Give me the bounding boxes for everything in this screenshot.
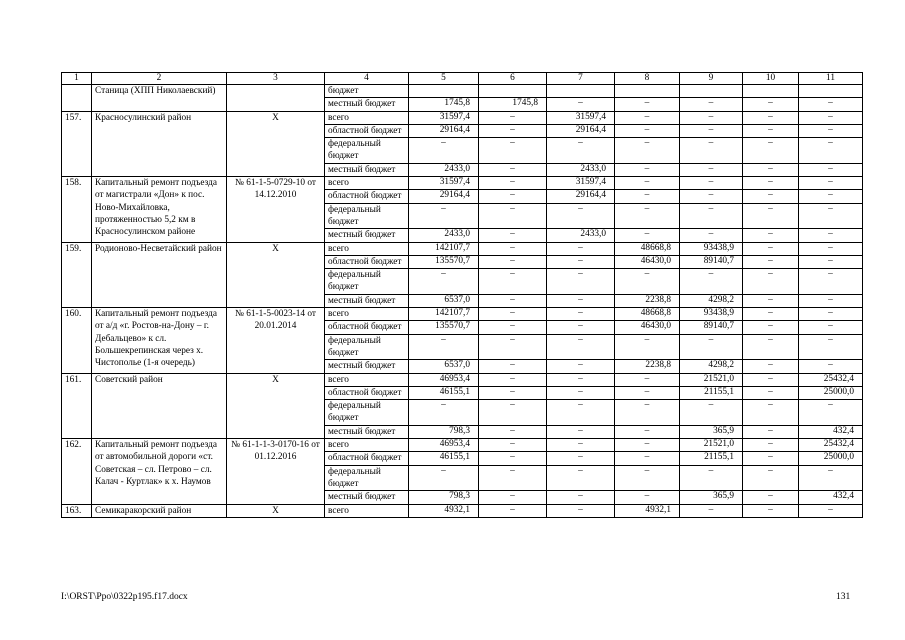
budget-source: всего bbox=[325, 373, 409, 386]
amount-cell: – bbox=[479, 177, 547, 190]
amount-cell: – bbox=[799, 98, 863, 111]
amount-cell: 2433,0 bbox=[409, 163, 479, 176]
column-header: 1 bbox=[62, 73, 92, 85]
table-row bbox=[62, 439, 863, 452]
amount-cell: – bbox=[479, 373, 547, 386]
amount-cell: 2433,0 bbox=[409, 229, 479, 242]
amount-cell: 48668,8 bbox=[615, 242, 680, 255]
amount-cell: – bbox=[615, 452, 680, 465]
amount-cell: – bbox=[479, 439, 547, 452]
amount-cell: – bbox=[547, 321, 615, 334]
amount-cell: – bbox=[479, 203, 547, 229]
amount-cell: – bbox=[547, 465, 615, 491]
amount-cell: – bbox=[680, 190, 743, 203]
amount-cell: – bbox=[680, 269, 743, 295]
amount-cell: – bbox=[799, 465, 863, 491]
amount-cell: 25000,0 bbox=[799, 452, 863, 465]
amount-cell: – bbox=[680, 465, 743, 491]
table-row bbox=[62, 242, 863, 255]
amount-cell: – bbox=[743, 425, 799, 438]
amount-cell: 2433,0 bbox=[547, 163, 615, 176]
amount-cell: – bbox=[409, 400, 479, 426]
amount-cell: – bbox=[799, 321, 863, 334]
budget-source: федеральный бюджет bbox=[325, 138, 409, 164]
amount-cell: – bbox=[743, 504, 799, 517]
amount-cell: – bbox=[743, 255, 799, 268]
amount-cell: – bbox=[479, 138, 547, 164]
amount-cell: – bbox=[799, 308, 863, 321]
amount-cell: – bbox=[547, 294, 615, 307]
table-body bbox=[62, 73, 863, 518]
amount-cell: 4298,2 bbox=[680, 294, 743, 307]
amount-cell: – bbox=[743, 229, 799, 242]
amount-cell: – bbox=[799, 360, 863, 373]
document-number bbox=[227, 85, 325, 112]
amount-cell: – bbox=[547, 269, 615, 295]
amount-cell: – bbox=[615, 334, 680, 360]
amount-cell: 29164,4 bbox=[547, 190, 615, 203]
amount-cell: – bbox=[680, 504, 743, 517]
budget-source: федеральный бюджет bbox=[325, 203, 409, 229]
header-row bbox=[62, 73, 863, 85]
amount-cell: – bbox=[743, 360, 799, 373]
row-number: 157. bbox=[62, 111, 92, 176]
budget-source: всего bbox=[325, 504, 409, 517]
amount-cell: – bbox=[479, 269, 547, 295]
amount-cell: – bbox=[680, 229, 743, 242]
document-number: X bbox=[227, 111, 325, 176]
column-header: 10 bbox=[743, 73, 799, 85]
budget-source: областной бюджет bbox=[325, 386, 409, 399]
budget-source: местный бюджет bbox=[325, 163, 409, 176]
budget-source: местный бюджет bbox=[325, 294, 409, 307]
budget-source: федеральный бюджет bbox=[325, 269, 409, 295]
document-number: X bbox=[227, 242, 325, 307]
amount-cell: – bbox=[615, 229, 680, 242]
column-header: 3 bbox=[227, 73, 325, 85]
amount-cell: – bbox=[547, 203, 615, 229]
column-header: 4 bbox=[325, 73, 409, 85]
amount-cell: – bbox=[680, 400, 743, 426]
amount-cell: – bbox=[615, 124, 680, 137]
amount-cell: 1745,8 bbox=[479, 98, 547, 111]
amount-cell: 2433,0 bbox=[547, 229, 615, 242]
amount-cell: 2238,8 bbox=[615, 294, 680, 307]
amount-cell: 21155,1 bbox=[680, 452, 743, 465]
amount-cell: – bbox=[743, 491, 799, 504]
amount-cell: 432,4 bbox=[799, 491, 863, 504]
column-header: 7 bbox=[547, 73, 615, 85]
row-number: 160. bbox=[62, 308, 92, 373]
amount-cell: – bbox=[615, 425, 680, 438]
table-row bbox=[62, 308, 863, 321]
amount-cell: 2238,8 bbox=[615, 360, 680, 373]
amount-cell: 93438,9 bbox=[680, 308, 743, 321]
amount-cell: – bbox=[547, 386, 615, 399]
amount-cell: – bbox=[799, 294, 863, 307]
amount-cell: – bbox=[409, 269, 479, 295]
amount-cell: – bbox=[743, 124, 799, 137]
amount-cell: – bbox=[743, 321, 799, 334]
amount-cell: 29164,4 bbox=[547, 124, 615, 137]
amount-cell: – bbox=[680, 163, 743, 176]
object-name: Станица (ХПП Николаевский) bbox=[92, 85, 227, 112]
budget-source: федеральный бюджет bbox=[325, 465, 409, 491]
amount-cell: – bbox=[743, 308, 799, 321]
row-number: 159. bbox=[62, 242, 92, 307]
amount-cell: – bbox=[615, 439, 680, 452]
amount-cell: – bbox=[479, 386, 547, 399]
amount-cell: – bbox=[547, 439, 615, 452]
amount-cell: – bbox=[409, 334, 479, 360]
amount-cell: – bbox=[743, 111, 799, 124]
object-name: Семикаракорский район bbox=[92, 504, 227, 517]
amount-cell: 25432,4 bbox=[799, 439, 863, 452]
amount-cell: – bbox=[743, 177, 799, 190]
amount-cell: – bbox=[479, 321, 547, 334]
amount-cell: 89140,7 bbox=[680, 255, 743, 268]
amount-cell: 31597,4 bbox=[409, 177, 479, 190]
amount-cell: – bbox=[479, 124, 547, 137]
amount-cell: – bbox=[615, 111, 680, 124]
amount-cell bbox=[615, 85, 680, 98]
amount-cell: 4932,1 bbox=[409, 504, 479, 517]
amount-cell: – bbox=[799, 255, 863, 268]
amount-cell: 432,4 bbox=[799, 425, 863, 438]
amount-cell: – bbox=[479, 242, 547, 255]
amount-cell: – bbox=[799, 138, 863, 164]
amount-cell: 31597,4 bbox=[547, 111, 615, 124]
budget-source: местный бюджет bbox=[325, 98, 409, 111]
amount-cell: – bbox=[479, 504, 547, 517]
amount-cell: 365,9 bbox=[680, 491, 743, 504]
table-row bbox=[62, 111, 863, 124]
amount-cell: 46155,1 bbox=[409, 386, 479, 399]
document-number: № 61-1-5-0023-14 от 20.01.2014 bbox=[227, 308, 325, 373]
amount-cell: – bbox=[547, 452, 615, 465]
budget-source: областной бюджет bbox=[325, 255, 409, 268]
amount-cell: – bbox=[409, 203, 479, 229]
budget-source: всего bbox=[325, 308, 409, 321]
table-row bbox=[62, 85, 863, 98]
amount-cell: – bbox=[479, 400, 547, 426]
row-number: 163. bbox=[62, 504, 92, 517]
amount-cell: 46953,4 bbox=[409, 439, 479, 452]
amount-cell: – bbox=[799, 242, 863, 255]
amount-cell: – bbox=[615, 203, 680, 229]
amount-cell: – bbox=[743, 452, 799, 465]
amount-cell: 142107,7 bbox=[409, 308, 479, 321]
column-header: 11 bbox=[799, 73, 863, 85]
amount-cell: – bbox=[479, 229, 547, 242]
amount-cell: – bbox=[799, 229, 863, 242]
amount-cell: 89140,7 bbox=[680, 321, 743, 334]
amount-cell: – bbox=[615, 400, 680, 426]
budget-source: местный бюджет bbox=[325, 491, 409, 504]
amount-cell: 21155,1 bbox=[680, 386, 743, 399]
footer-file-path: I:\ORST\Ppo\0322p195.f17.docx bbox=[61, 592, 188, 602]
budget-source: федеральный бюджет bbox=[325, 334, 409, 360]
amount-cell: – bbox=[680, 124, 743, 137]
table-row bbox=[62, 373, 863, 386]
budget-source: всего bbox=[325, 242, 409, 255]
amount-cell: 31597,4 bbox=[547, 177, 615, 190]
amount-cell: 6537,0 bbox=[409, 294, 479, 307]
document-number: X bbox=[227, 373, 325, 438]
amount-cell: – bbox=[799, 111, 863, 124]
amount-cell: – bbox=[615, 465, 680, 491]
amount-cell bbox=[409, 85, 479, 98]
amount-cell: – bbox=[615, 386, 680, 399]
amount-cell: 29164,4 bbox=[409, 190, 479, 203]
amount-cell bbox=[799, 85, 863, 98]
amount-cell: – bbox=[680, 98, 743, 111]
amount-cell: 1745,8 bbox=[409, 98, 479, 111]
amount-cell: – bbox=[743, 386, 799, 399]
amount-cell: 4932,1 bbox=[615, 504, 680, 517]
amount-cell: – bbox=[547, 98, 615, 111]
column-header: 9 bbox=[680, 73, 743, 85]
amount-cell: – bbox=[615, 269, 680, 295]
amount-cell: – bbox=[547, 504, 615, 517]
amount-cell: 798,3 bbox=[409, 425, 479, 438]
document-number: № 61-1-1-3-0170-16 от 01.12.2016 bbox=[227, 439, 325, 504]
amount-cell: – bbox=[479, 308, 547, 321]
amount-cell: – bbox=[615, 163, 680, 176]
budget-table bbox=[61, 72, 863, 518]
row-number bbox=[62, 85, 92, 112]
amount-cell: – bbox=[479, 111, 547, 124]
amount-cell bbox=[547, 85, 615, 98]
object-name: Капитальный ремонт подъезда от автомобильной дороги «ст. Советская – сл. Петрово – сл. Калач - Куртлак» к х. Наумов bbox=[92, 439, 227, 504]
amount-cell: – bbox=[479, 465, 547, 491]
column-header: 5 bbox=[409, 73, 479, 85]
amount-cell: – bbox=[547, 400, 615, 426]
amount-cell: – bbox=[799, 163, 863, 176]
amount-cell: – bbox=[743, 138, 799, 164]
amount-cell: 25432,4 bbox=[799, 373, 863, 386]
amount-cell: – bbox=[680, 203, 743, 229]
row-number: 161. bbox=[62, 373, 92, 438]
amount-cell: 135570,7 bbox=[409, 255, 479, 268]
amount-cell: – bbox=[680, 111, 743, 124]
amount-cell: – bbox=[547, 255, 615, 268]
amount-cell: – bbox=[547, 360, 615, 373]
amount-cell: – bbox=[743, 269, 799, 295]
document-number: № 61-1-5-0729-10 от 14.12.2010 bbox=[227, 177, 325, 242]
object-name: Советский район bbox=[92, 373, 227, 438]
amount-cell: – bbox=[743, 400, 799, 426]
amount-cell: – bbox=[479, 452, 547, 465]
amount-cell: 29164,4 bbox=[409, 124, 479, 137]
amount-cell: 21521,0 bbox=[680, 373, 743, 386]
amount-cell: – bbox=[799, 177, 863, 190]
table-row bbox=[62, 177, 863, 190]
object-name: Капитальный ремонт подъезда от магистрали «Дон» к пос. Ново-Михайловка, протяженностью 5,2 км в Красносулинском районе bbox=[92, 177, 227, 242]
amount-cell: – bbox=[799, 334, 863, 360]
amount-cell: 798,3 bbox=[409, 491, 479, 504]
budget-source: областной бюджет bbox=[325, 452, 409, 465]
page-number: 131 bbox=[836, 592, 851, 602]
amount-cell: 46430,0 bbox=[615, 321, 680, 334]
amount-cell bbox=[680, 85, 743, 98]
amount-cell: – bbox=[743, 203, 799, 229]
amount-cell: – bbox=[615, 138, 680, 164]
amount-cell: 46430,0 bbox=[615, 255, 680, 268]
amount-cell bbox=[479, 85, 547, 98]
budget-source: местный бюджет bbox=[325, 360, 409, 373]
budget-source: всего bbox=[325, 177, 409, 190]
object-name: Родионово-Несветайский район bbox=[92, 242, 227, 307]
amount-cell: 93438,9 bbox=[680, 242, 743, 255]
amount-cell: – bbox=[409, 138, 479, 164]
amount-cell: – bbox=[799, 203, 863, 229]
amount-cell: 48668,8 bbox=[615, 308, 680, 321]
amount-cell: – bbox=[743, 465, 799, 491]
amount-cell: 4298,2 bbox=[680, 360, 743, 373]
amount-cell: – bbox=[743, 334, 799, 360]
amount-cell: – bbox=[615, 491, 680, 504]
amount-cell: – bbox=[547, 334, 615, 360]
amount-cell: 46155,1 bbox=[409, 452, 479, 465]
amount-cell: – bbox=[479, 190, 547, 203]
amount-cell: – bbox=[615, 177, 680, 190]
amount-cell: – bbox=[743, 163, 799, 176]
amount-cell: – bbox=[743, 439, 799, 452]
amount-cell: – bbox=[799, 190, 863, 203]
budget-source: местный бюджет bbox=[325, 229, 409, 242]
amount-cell: – bbox=[547, 242, 615, 255]
amount-cell: – bbox=[479, 491, 547, 504]
amount-cell: – bbox=[680, 177, 743, 190]
budget-source: бюджет bbox=[325, 85, 409, 98]
row-number: 162. bbox=[62, 439, 92, 504]
amount-cell: 365,9 bbox=[680, 425, 743, 438]
amount-cell: – bbox=[799, 269, 863, 295]
column-header: 6 bbox=[479, 73, 547, 85]
budget-source: местный бюджет bbox=[325, 425, 409, 438]
amount-cell: – bbox=[547, 308, 615, 321]
amount-cell: – bbox=[547, 491, 615, 504]
amount-cell: – bbox=[615, 190, 680, 203]
amount-cell: 46953,4 bbox=[409, 373, 479, 386]
document-number: X bbox=[227, 504, 325, 517]
amount-cell: – bbox=[743, 373, 799, 386]
budget-source: областной бюджет bbox=[325, 321, 409, 334]
amount-cell: – bbox=[615, 373, 680, 386]
budget-source: областной бюджет bbox=[325, 190, 409, 203]
amount-cell: – bbox=[479, 163, 547, 176]
amount-cell: – bbox=[479, 255, 547, 268]
amount-cell: – bbox=[547, 138, 615, 164]
amount-cell: 142107,7 bbox=[409, 242, 479, 255]
row-number: 158. bbox=[62, 177, 92, 242]
column-header: 2 bbox=[92, 73, 227, 85]
amount-cell: 31597,4 bbox=[409, 111, 479, 124]
amount-cell: – bbox=[547, 373, 615, 386]
table-row bbox=[62, 504, 863, 517]
amount-cell: – bbox=[479, 425, 547, 438]
amount-cell: – bbox=[743, 190, 799, 203]
object-name: Красносулинский район bbox=[92, 111, 227, 176]
object-name: Капитальный ремонт подъезда от а/д «г. Ростов-на-Дону – г. Дебальцево» к сл. Большекрепинская через х. Чистополье (1-я очередь) bbox=[92, 308, 227, 373]
amount-cell: – bbox=[799, 124, 863, 137]
amount-cell: – bbox=[615, 98, 680, 111]
amount-cell: – bbox=[680, 138, 743, 164]
amount-cell: 25000,0 bbox=[799, 386, 863, 399]
amount-cell: – bbox=[479, 294, 547, 307]
amount-cell: 21521,0 bbox=[680, 439, 743, 452]
amount-cell: – bbox=[799, 504, 863, 517]
amount-cell: – bbox=[547, 425, 615, 438]
amount-cell: – bbox=[743, 98, 799, 111]
amount-cell: 135570,7 bbox=[409, 321, 479, 334]
budget-source: всего bbox=[325, 111, 409, 124]
amount-cell: 6537,0 bbox=[409, 360, 479, 373]
amount-cell bbox=[743, 85, 799, 98]
amount-cell: – bbox=[743, 242, 799, 255]
column-header: 8 bbox=[615, 73, 680, 85]
amount-cell: – bbox=[479, 334, 547, 360]
amount-cell: – bbox=[680, 334, 743, 360]
budget-source: областной бюджет bbox=[325, 124, 409, 137]
budget-source: всего bbox=[325, 439, 409, 452]
amount-cell: – bbox=[743, 294, 799, 307]
amount-cell: – bbox=[799, 400, 863, 426]
budget-source: федеральный бюджет bbox=[325, 400, 409, 426]
amount-cell: – bbox=[409, 465, 479, 491]
amount-cell: – bbox=[479, 360, 547, 373]
